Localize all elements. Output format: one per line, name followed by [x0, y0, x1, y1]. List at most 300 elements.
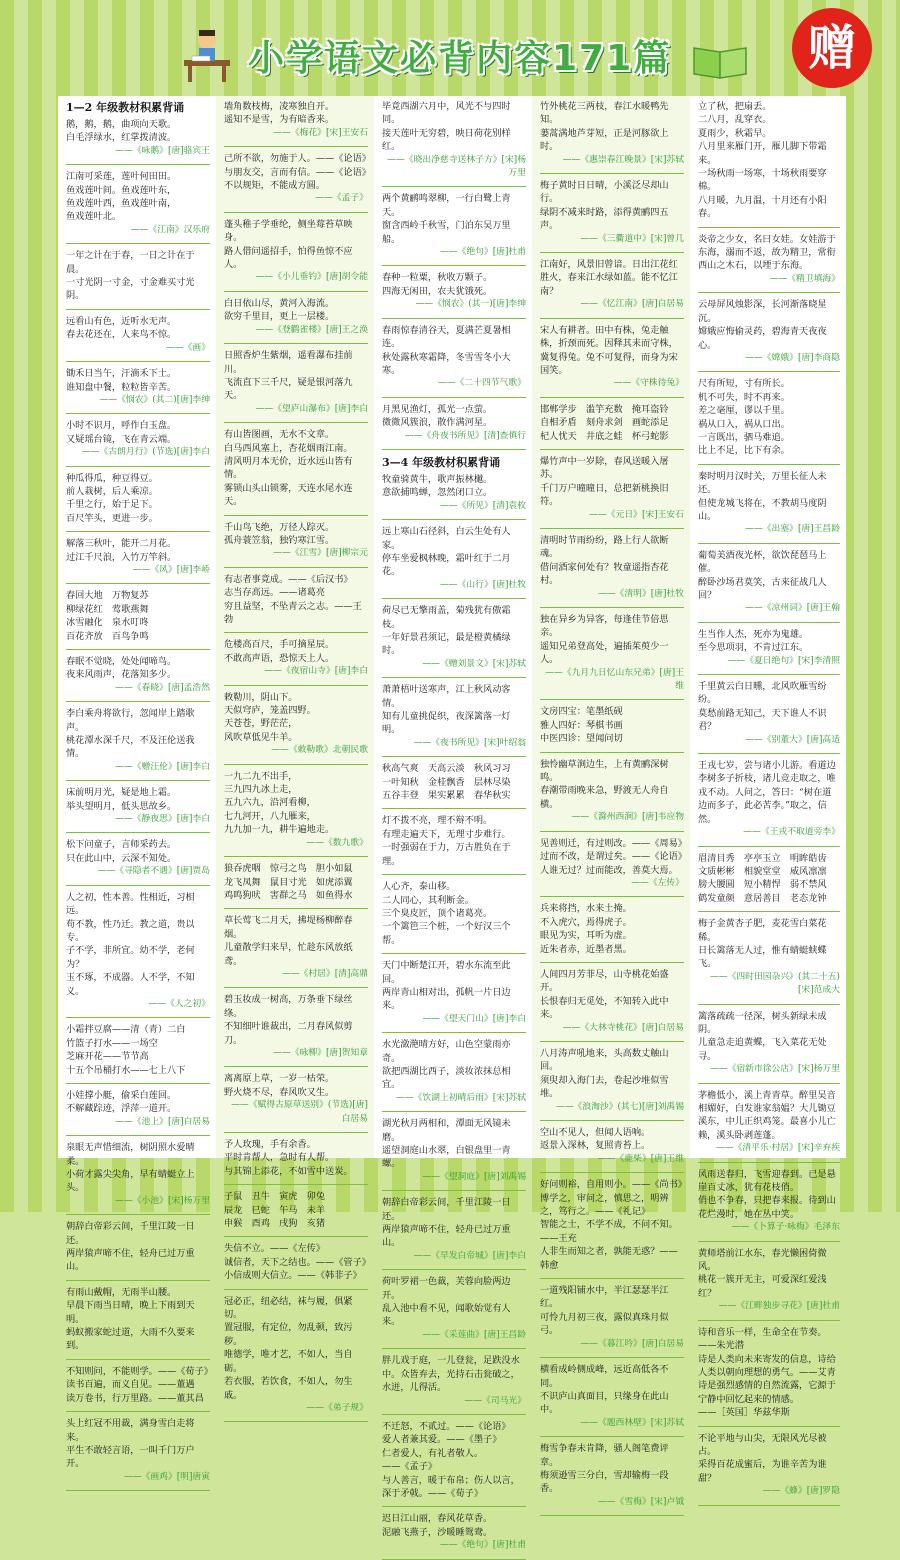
poem-line: 有雨山戴帽，无雨半山腰。 [66, 1286, 177, 1298]
column-2 [216, 96, 374, 1413]
poem-source: ——《忆江南》[唐]白居易 [580, 299, 684, 310]
poem-line: 己所不欲，勿施于人。——《论语》 [224, 153, 371, 165]
divider [698, 1320, 840, 1321]
grade-section-heading: 1—2 年级教材积累背诵 [66, 101, 185, 114]
poem-block [224, 521, 368, 561]
poem-line: 好问则裕，自用则小。——《尚书》 [540, 1179, 687, 1191]
divider [382, 1111, 526, 1112]
poem-block [66, 367, 210, 407]
poem-line: 莫愁前路无知己，天下谁人不识君？ [698, 707, 827, 733]
poem-source: ——《蜂》[唐]罗隐 [762, 1486, 840, 1497]
poem-line: 五谷丰登 果实累累 春华秋实 [382, 790, 511, 802]
poem-line: 孤舟蓑笠翁，独钓寒江雪。 [224, 534, 335, 546]
poem-line: 三个臭皮匠，顶个诸葛亮。 [382, 907, 493, 919]
poem-line: 一年好景君须记，最是橙黄橘绿时。 [382, 632, 511, 657]
poem-line: 日长篱落无人过，惟有蜻蜓蛱蝶飞。 [698, 944, 827, 970]
poem-line: 荷尽已无擎雨盖，菊残犹有傲霜枝。 [382, 605, 511, 630]
divider [698, 292, 840, 293]
divider [66, 309, 210, 310]
poem-line: 邯郸学步 滥竽充数 掩耳盗铃 [540, 403, 669, 415]
poem-line: 唯德学，唯才艺，不如人，当自砺。 [224, 1349, 353, 1374]
poem-source: ——《早发白帝城》[唐]李白 [413, 1250, 526, 1261]
poem-block [224, 100, 368, 140]
poem-line: 江南可采莲，莲叶何田田。 [66, 171, 177, 183]
poem-line: 春去花还在，人来鸟不惊。 [66, 329, 177, 341]
divider [66, 1359, 210, 1360]
poem-block [540, 705, 684, 745]
poem-block [540, 758, 684, 825]
poem-block [698, 852, 840, 906]
poem-line: 诗是强烈感情的自然流露，它源于宁静中回忆起来的情感。 [698, 1380, 836, 1405]
poem-line: 芝麻开花——节节高 [66, 1051, 149, 1063]
poem-block [698, 549, 840, 616]
poem-line: 千里之行，始于足下。 [66, 499, 158, 511]
divider [66, 780, 210, 781]
poem-block [66, 1286, 210, 1353]
divider [698, 622, 840, 623]
column-1 [58, 96, 216, 1482]
poem-source: ——《九月九日忆山东兄弟》[唐]王维 [545, 667, 684, 692]
poem-line: 不论平地与山尖，无限风光尽被占。 [698, 1432, 827, 1457]
poem-line: 醉卧沙场君莫笑，古来征战几人回？ [698, 576, 827, 601]
poem-block [382, 192, 526, 259]
poem-line: 梅雪争春未肯降，骚人阁笔费评章。 [540, 1443, 669, 1468]
divider [66, 1411, 210, 1412]
poem-source: ——《左传》 [631, 877, 684, 888]
poem-block [382, 814, 526, 868]
divider [224, 987, 368, 988]
poem-line: 梅子黄时日日晴，小溪泛尽却山行。 [540, 180, 669, 205]
divider [540, 318, 684, 319]
poem-line: 十五个吊桶打水——七上八下 [66, 1064, 186, 1076]
poem-line: 绿阴不减来时路，添得黄鹂四五声。 [540, 206, 669, 232]
poem-line: 天苍苍，野茫茫， [224, 718, 298, 730]
poem-line: 狼吞虎咽 惊弓之鸟 胆小如鼠 [224, 863, 353, 875]
poem-line: 尺有所短，寸有所长。 [698, 378, 790, 390]
divider [66, 466, 210, 467]
divider [66, 885, 210, 886]
poem-source: ——《小儿垂钓》[唐]胡令能 [255, 272, 368, 283]
divider [224, 343, 368, 344]
poem-line: 眼见为实，耳听为虚。 [540, 930, 632, 942]
poem-source: ——《夜书所见》[宋]叶绍翁 [413, 737, 526, 748]
open-book-icon [690, 40, 750, 80]
divider [382, 265, 526, 266]
poem-line: 百花齐放 百鸟争鸣 [66, 630, 149, 642]
divider [540, 896, 684, 897]
poem-block [540, 613, 684, 693]
poem-line: 梅须逊雪三分白，雪却输梅一段香。 [540, 1469, 669, 1495]
poem-line: 碧玉妆成一树高，万条垂下绿丝绦。 [224, 994, 353, 1019]
poem-line: 横看成岭侧成峰，远近高低各不同。 [540, 1364, 669, 1389]
poem-block [698, 377, 840, 457]
poem-line: 空山不见人，但闻人语响。 [540, 1127, 651, 1138]
divider [540, 962, 684, 963]
poem-line: 有理走遍天下，无理寸步难行。 [382, 828, 511, 840]
poem-block [382, 762, 526, 802]
poem-block [382, 1354, 526, 1408]
poem-line: 一叶知秋 金桂飘香 层林尽染 [382, 776, 511, 788]
poem-line: 远看山有色，近听水无声。 [66, 315, 177, 327]
divider [382, 953, 526, 954]
poem-block [66, 537, 210, 577]
content-panel [58, 96, 846, 1551]
poem-line: 夏雨少，秋霜早。 [698, 127, 772, 139]
divider [382, 1414, 526, 1415]
poem-line: 诗和音乐一样，生命全在节奏。 [698, 1326, 827, 1338]
poem-line: 竹外桃花三两枝，春江水暖鸭先知。 [540, 101, 669, 126]
poem-line: 千山鸟飞绝，万径人踪灭。 [224, 521, 335, 533]
poem-line: 窗含西岭千秋雪，门泊东吴万里船。 [382, 220, 511, 245]
poem-line: ——朱光潜 [698, 1340, 744, 1352]
poem-line: 子鼠 丑牛 寅虎 卯兔 [224, 1191, 326, 1203]
poem-line: 墙角数枝梅，凌寒独自开。 [224, 101, 335, 112]
poem-source: ——《江南》汉乐府 [130, 224, 210, 235]
poem-source: ——《山行》[唐]杜牧 [439, 579, 526, 590]
poem-block [66, 118, 210, 158]
divider [382, 598, 526, 599]
poem-line: 朝辞白帝彩云间，千里江陵一日还。 [382, 1197, 511, 1222]
divider [382, 1032, 526, 1033]
divider [540, 752, 684, 753]
poem-line: 诗是人类向未来寄发的信息，诗给人类以朝向理想的勇气。——艾青 [698, 1353, 836, 1378]
poem-line: 不迁怒，不贰过。——《论语》 [382, 1420, 511, 1432]
divider [224, 764, 368, 765]
poem-line: 但使龙城飞将在，不教胡马度阴山。 [698, 497, 827, 522]
poem-block [66, 170, 210, 237]
divider [540, 831, 684, 832]
poem-line: 不知细叶谁裁出，二月春风似剪刀。 [224, 1021, 353, 1046]
poem-block [224, 770, 368, 850]
poem-block [540, 1284, 684, 1351]
divider [698, 911, 840, 912]
poem-line: 离离原上草，一岁一枯荣。 [224, 1073, 335, 1085]
poem-line: 雅人四好：琴棋书画 [540, 719, 623, 731]
divider [382, 318, 526, 319]
divider [224, 1236, 368, 1237]
poem-block [224, 218, 368, 285]
divider [698, 227, 840, 228]
poem-block [224, 993, 368, 1060]
poem-line: 爱人者兼其爱。——《墨子》 [382, 1434, 502, 1446]
poem-line: 四海无闲田，农夫犹饿死。 [382, 285, 493, 297]
poem-source: ——《宿新市徐公店》[宋]杨万里 [709, 1064, 840, 1075]
poem-block [66, 249, 210, 303]
poem-line: 自相矛盾 刻舟求剑 画蛇添足 [540, 417, 669, 429]
poem-line: 鱼戏莲叶西，鱼戏莲叶南， [66, 198, 177, 210]
poem-source: ——《精卫填海》 [769, 273, 840, 284]
poem-block [224, 573, 368, 627]
poem-line: 萧萧梧叶送寒声，江上秋风动客情。 [382, 684, 511, 709]
divider [540, 607, 684, 608]
poem-source: ——《四时田园杂兴》(其二十五)[宋]范成大 [709, 971, 840, 996]
poem-line: 七九河开，八九雁来， [224, 810, 316, 822]
poem-line: 与朋友交，言而有信。——《论语》 [224, 166, 371, 178]
poem-source: ——《夏日绝句》[宋]李清照 [727, 655, 840, 666]
poem-block [66, 315, 210, 355]
poem-block [382, 473, 526, 513]
poem-line: 诚信者，天下之结也。——《管子》 [224, 1256, 371, 1268]
poem-line: 博学之，审问之，慎思之，明辨之，笃行之。——《礼记》 [540, 1192, 669, 1218]
poem-line: 泉眼无声惜细流，树阴照水爱晴柔。 [66, 1142, 195, 1167]
poem-line: 小信成则大信立。——《韩非子》 [224, 1270, 362, 1282]
poem-line: 独怜幽草涧边生，上有黄鹂深树鸣。 [540, 758, 669, 784]
poem-source: ——《梅花》[宋]王安石 [273, 127, 368, 138]
poem-block [698, 1010, 840, 1077]
poem-line: 松下问童子，言师采药去。 [66, 839, 177, 851]
poem-source: ——《惠崇春江晚景》[宋]苏轼 [562, 154, 684, 165]
poem-block [224, 691, 368, 758]
poem-source: ——《古朗月行》(节选)[唐]李白 [81, 447, 210, 458]
poem-line: 独在异乡为异客，每逢佳节倍思亲。 [540, 614, 669, 639]
poem-block [540, 902, 684, 956]
poem-source: ——《画》 [166, 342, 210, 353]
poem-block [698, 680, 840, 747]
poem-line: 生当作人杰，死亦为鬼雄。 [698, 628, 809, 640]
divider [66, 1214, 210, 1215]
poem-line: 路人借问遥招手，怕得鱼惊不应人。 [224, 245, 353, 271]
poem-line: 膀大腰圆 短小精悍 弱不禁风 [698, 879, 827, 891]
poem-block [382, 403, 526, 443]
poem-line: 不识庐山真面目，只缘身在此山中。 [540, 1390, 669, 1416]
divider [540, 699, 684, 700]
poem-block [540, 455, 684, 522]
poem-source: ——《村居》[清]高鼎 [281, 968, 368, 979]
poem-line: 春潮带雨晚来急，野渡无人舟自横。 [540, 785, 669, 810]
divider [698, 753, 840, 754]
poem-source: ——《江畔独步寻花》[唐]杜甫 [718, 1301, 840, 1312]
poem-line: 差之毫厘，谬以千里。 [698, 405, 790, 417]
poem-line: 牧童骑黄牛，歌声振林樾。 [382, 473, 493, 485]
poem-line: 蓬头稚子学垂纶，侧坐莓苔草映身。 [224, 218, 353, 244]
poem-line: 与其锦上添花，不如雪中送炭。 [224, 1165, 353, 1177]
poem-block [698, 298, 840, 365]
poem-line: 鹤发童颜 意居善目 老态龙钟 [698, 892, 827, 904]
poem-block [698, 100, 840, 221]
poem-source: ——《池上》[唐]白居易 [115, 1116, 210, 1127]
poem-line: 人之初，性本善。性相近，习相远。 [66, 891, 195, 917]
poem-source: ——《清平乐·村居》[宋]辛弃疾 [715, 1143, 840, 1154]
divider [66, 531, 210, 532]
divider [540, 1041, 684, 1042]
divider [698, 1083, 840, 1084]
poem-line: 宋人有耕者。田中有株，兔走触株，折颈而死。因释其耒而守株，冀复得兔。兔不可复得，而身为宋国笑。 [540, 324, 678, 376]
poem-block [698, 628, 840, 668]
poem-line: 春种一粒粟，秋收万颗子。 [382, 272, 493, 284]
poem-block [698, 470, 840, 537]
poem-line: 秋高气爽 天高云淡 秋风习习 [382, 763, 511, 775]
poem-source: ——《暮江吟》[唐]白居易 [580, 1338, 684, 1349]
poem-block [540, 837, 687, 891]
poem-source: ——《出塞》[唐]王昌龄 [745, 524, 840, 535]
poem-line: 夜来风雨声，花落知多少。 [66, 669, 177, 681]
poem-line: 草长莺飞二月天，拂堤杨柳醉春烟。 [224, 915, 353, 940]
divider [382, 1269, 526, 1270]
poem-source: ——《雪梅》[宋]卢钺 [597, 1496, 684, 1507]
poem-block [66, 1417, 210, 1484]
poem-line: 小荷才露尖尖角，早有蜻蜓立上头。 [66, 1169, 195, 1194]
divider [224, 291, 368, 292]
poem-block [66, 1220, 210, 1274]
divider [224, 146, 368, 147]
poem-line: 欲把西湖比西子，淡妆浓抹总相宜。 [382, 1065, 511, 1091]
divider [698, 543, 840, 544]
poem-source: ——《夜宿山寺》[唐]李白 [264, 666, 368, 677]
poem-line: 中医四诊：望闻问切 [540, 733, 623, 745]
poem-source: ——《静夜思》[唐]李白 [115, 814, 210, 825]
poem-line: 一时强弱在于力，万古胜负在于理。 [382, 842, 511, 867]
poem-line: 不敢高声语，恐惊天上人。 [224, 652, 335, 664]
divider [382, 519, 526, 520]
poem-line: 小时不识月，呼作白玉盘。 [66, 420, 177, 432]
poem-line: 解落三秋叶，能开二月花。 [66, 538, 177, 550]
poem-line: 失信不立。——《左传》 [224, 1243, 326, 1255]
poem-block [66, 472, 210, 526]
divider [66, 1490, 210, 1491]
poem-source: ——《凉州词》[唐]王翰 [745, 603, 840, 614]
poem-line: 葡萄美酒夜光杯，欲饮琵琶马上催。 [698, 549, 827, 575]
poem-line: 爆竹声中一岁除，春风送暖入屠苏。 [540, 455, 669, 481]
poem-line: 梅子金黄杏子肥，麦花雪白菜花稀。 [698, 918, 827, 943]
poem-line: 不知则问，不能则学。——《荀子》 [66, 1365, 213, 1377]
poem-source: ——《寻隐者不遇》[唐]贾岛 [97, 866, 210, 877]
poem-line: ——《孟子》 [382, 1461, 438, 1473]
poem-line: 祸从口入，祸从口出。 [698, 418, 790, 430]
poem-line: 春雨惊春清谷天，夏满芒夏暑相连。 [382, 324, 511, 350]
poem-line: 遥知兄弟登高处，遍插茱萸少一人。 [540, 640, 669, 666]
poem-line: 王戎七岁，尝与诸小儿游。看道边李树多子折枝，诸儿竞走取之，唯戎不动。人问之，答曰：“树在道边而多子，此必苦李。”取之，信然。 [698, 760, 836, 825]
poem-line: 智能之士，不学不成，不问不知。 [540, 1219, 678, 1231]
poem-block [66, 1365, 213, 1405]
poem-line: 欲穷千里目，更上一层楼。 [224, 311, 335, 323]
poem-line: 一道残阳铺水中，半江瑟瑟半江红。 [540, 1285, 669, 1310]
grade-section-heading: 3—4 年级教材积累背诵 [382, 455, 501, 469]
poem-source: ——《望天门山》[唐]李白 [422, 1013, 526, 1024]
poem-line: 遥知不是雪，为有暗香来。 [224, 114, 335, 126]
poem-source: ——《春晓》[唐]孟浩然 [115, 682, 210, 693]
poem-block [540, 968, 684, 1035]
poem-block [66, 838, 210, 878]
poem-line: 茅檐低小，溪上青青草。醉里吴音相媚好，白发谁家翁媪？大儿锄豆溪东，中儿正织鸡笼。最喜小儿亡赖，溪头卧剥莲蓬。 [698, 1089, 836, 1141]
poem-source: ——《别董大》[唐]高适 [745, 734, 840, 745]
divider [382, 186, 526, 187]
poem-source: ——《数九歌》 [306, 837, 368, 848]
poem-line: 杞人忧天 井底之蛙 杯弓蛇影 [540, 430, 669, 442]
divider [540, 397, 684, 398]
poem-line: 鹅，鹅，鹅，曲项向天歌。 [66, 119, 177, 130]
poem-line: 清风明月本无价，近水远山皆有情。 [224, 455, 353, 481]
poem-line: 清明时节雨纷纷，路上行人欲断魂。 [540, 534, 669, 560]
divider [382, 874, 526, 875]
poem-line: 一九二九不出手， [224, 770, 298, 782]
divider [382, 449, 526, 450]
divider [66, 1083, 210, 1084]
poem-block [382, 1275, 526, 1342]
poem-line: 两岸猿声啼不住，轻舟已过万重山。 [382, 1224, 511, 1249]
poem-line: 天似穹庐，笼盖四野。 [224, 705, 316, 717]
poem-block [66, 589, 210, 643]
divider [224, 1421, 368, 1422]
poem-line: 至今思项羽，不肯过江东。 [698, 642, 809, 654]
poem-line: 春眠不觉晓，处处闻啼鸟。 [66, 656, 177, 667]
poem-line: 停车坐爱枫林晚，霜叶红于二月花。 [382, 552, 511, 578]
poem-line: 水光潋滟晴方好，山色空蒙雨亦奇。 [382, 1039, 511, 1064]
poem-line: 予人玫瑰，手有余香。 [224, 1139, 316, 1150]
poem-line: 五九六九，沿河看柳， [224, 797, 316, 809]
poem-line: 比上不足，比下有余。 [698, 445, 790, 457]
poem-line: 灯不拨不亮，理不辩不明。 [382, 815, 493, 827]
poem-line: 接天莲叶无穷碧，映日荷花别样红。 [382, 127, 511, 153]
poem-line: 八月里来雁门开，雁儿脚下带霜来。 [698, 141, 827, 166]
poem-source: ——《滁州西涧》[唐]韦应物 [571, 812, 684, 823]
divider [224, 632, 368, 633]
poem-block [224, 1295, 368, 1416]
poem-line: 风雨送春归，飞雪迎春到。已是悬崖百丈冰，犹有花枝俏。 [698, 1168, 836, 1194]
poem-block [540, 1047, 684, 1114]
divider [382, 677, 526, 678]
poem-block [382, 959, 526, 1026]
divider [66, 1280, 210, 1281]
poem-line: 有山皆图画，无水不文章。 [224, 429, 335, 441]
poem-line: ——［英国］华兹华斯 [698, 1407, 790, 1419]
poem-line: 一年之计在于春，一日之计在于晨。 [66, 250, 195, 275]
poem-block [540, 324, 684, 391]
poem-block [382, 604, 526, 671]
poem-line: 鸡鸣狗吠 害群之马 如鱼得水 [224, 889, 353, 901]
poem-line: 天门中断楚江开，碧水东流至此回。 [382, 960, 511, 985]
poem-line: 白日依山尽，黄河入海流。 [224, 297, 335, 309]
poem-block [224, 152, 371, 206]
poem-line: 玉不琢，不成器。人不学，不知义。 [66, 972, 195, 997]
poem-line: 春回大地 万物复苏 [66, 590, 149, 602]
poem-line: 荷叶罗裙一色裁，芙蓉向脸两边开。 [382, 1276, 511, 1301]
divider [698, 464, 840, 465]
poster-header [0, 0, 900, 96]
poem-block [698, 1432, 840, 1499]
divider [66, 832, 210, 833]
poem-line: 泥融飞燕子，沙暖睡鸳鸯。 [382, 1526, 493, 1538]
poem-line: 鱼戏莲叶北。 [66, 211, 122, 223]
poem-source: ——《鹿柴》[唐]王维 [597, 1153, 684, 1164]
poem-block [382, 880, 526, 947]
poem-line: 人非生而知之者，孰能无惑？——韩愈 [540, 1246, 678, 1271]
poem-source: ——《赠汪伦》[唐]李白 [115, 761, 210, 772]
poem-line: 小娃撑小艇，偷采白莲回。 [66, 1089, 177, 1101]
poem-line: 小霜拌豆腐——清（青）二白 [66, 1024, 186, 1036]
poem-source: ——《悯农》(其二)[唐]李绅 [99, 394, 210, 405]
divider [66, 649, 210, 650]
poem-line: 锄禾日当午，汗滴禾下土。 [66, 368, 177, 380]
poem-line: 柳绿花红 莺歌燕舞 [66, 603, 149, 615]
divider [540, 1436, 684, 1437]
poem-line: 两岸猿声啼不住，轻舟已过万重山。 [66, 1248, 195, 1273]
poem-line: 八月暖，九月温，十月还有小阳春。 [698, 194, 827, 220]
poem-line: 一场秋雨一场寒，十场秋雨要穿棉。 [698, 168, 827, 193]
poem-line: 胖儿戏于庭，一儿登瓮，足跌没水中。众皆弃去，光持石击瓮破之，水迸，儿得活。 [382, 1355, 520, 1394]
poem-line: 桃花一簇开无主，可爱深红爱浅红？ [698, 1274, 827, 1299]
poem-line: 一寸光阴一寸金，寸金难买寸光阴。 [66, 277, 195, 302]
poem-line: 文质彬彬 相貌堂堂 威风凛凛 [698, 865, 827, 877]
divider [66, 361, 210, 362]
poem-line: 遥望洞庭山水翠，白银盘里一青螺。 [382, 1145, 511, 1170]
divider [382, 808, 526, 809]
divider [698, 1426, 840, 1427]
poem-line: 八月涛声吼地来，头高数丈触山回。 [540, 1047, 669, 1073]
poem-line: 月黑见渔灯，孤光一点萤。 [382, 403, 493, 415]
poem-line: 平生不敢轻言语，一叫千门万户开。 [66, 1444, 195, 1470]
poem-block [698, 1326, 840, 1420]
poem-source: ——《守株待兔》 [613, 378, 684, 389]
